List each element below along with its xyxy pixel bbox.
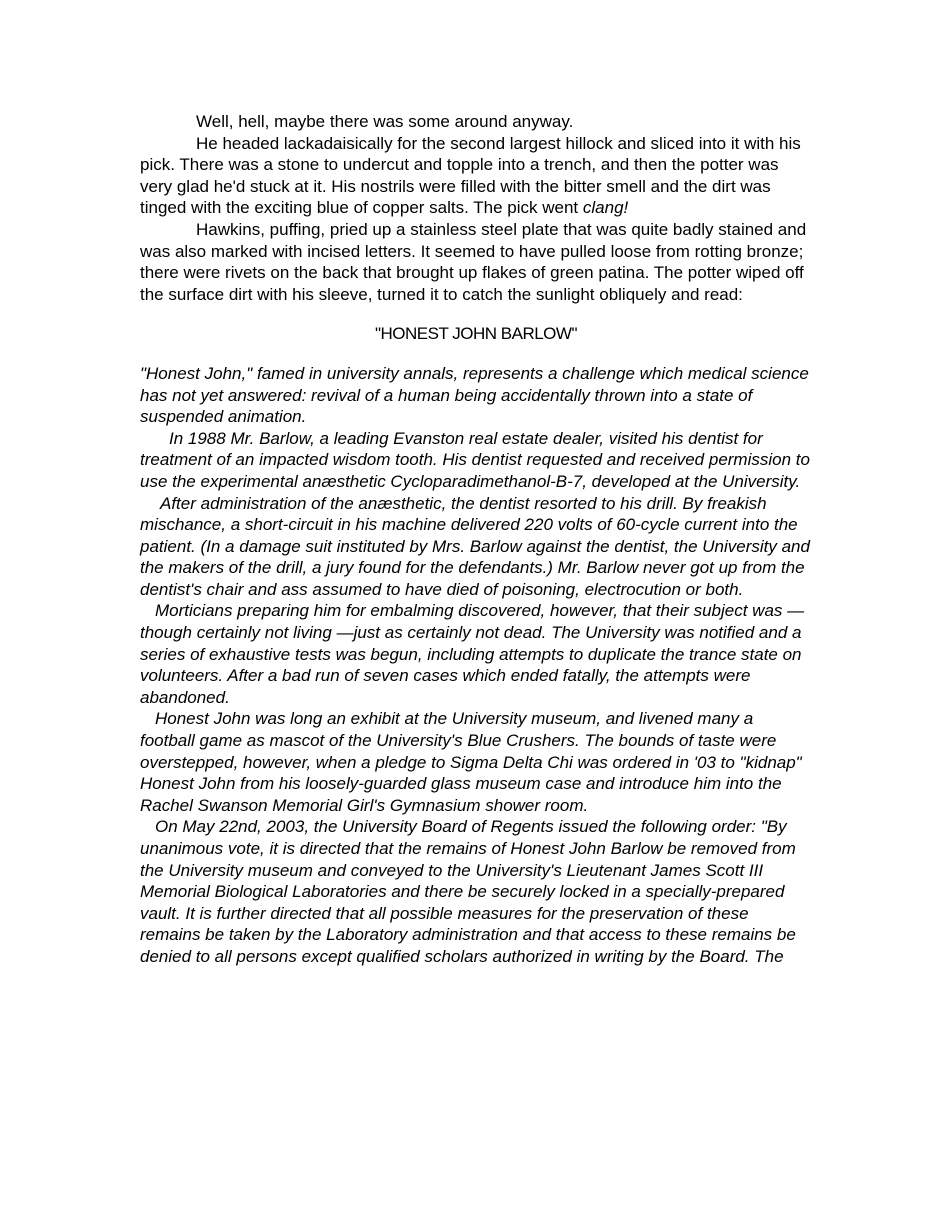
plaque-paragraph-4: Morticians preparing him for embalming discovered, however, that their subject was —though certainly not living —just as certainly not dead. The University was notified and a series of exhaustive tests was begun, including attempts to duplicate the trance state on volunteers. After a bad run of seven cases which ended fatally, the attempts were abandoned. bbox=[140, 601, 805, 707]
plaque-paragraph-2: In 1988 Mr. Barlow, a leading Evanston real estate dealer, visited his dentist for treatment of an impacted wisdom tooth. His dentist requested and received permission to use the experimental anæsthetic Cycloparadimethanol-B-7, developed at the University. bbox=[140, 428, 810, 491]
plaque-title: "HONEST JOHN BARLOW" bbox=[374, 324, 577, 344]
plaque-paragraph-3: After administration of the anæsthetic, the dentist resorted to his drill. By freakish mischance, a short-circuit in his machine delivered 220 volts of 60-cycle current into the patient. (In a damage suit instituted by Mrs. Barlow against the dentist, the University and the makers of the drill, a jury found for the defendants.) Mr. Barlow never got up from the dentist's chair and ass assumed to have died of poisoning, electrocution or both. bbox=[140, 493, 810, 599]
story-paragraph-2-text: He headed lackadaisically for the second largest hillock and sliced into it with his pick. There was a stone to undercut and topple into a trench, and then the potter was very glad he'd stuck at it. His nostrils were filled with the bitter smell and the dirt was tinged with the exciting blue of copper salts. The pick went bbox=[140, 133, 801, 218]
plaque-paragraph-1: "Honest John," famed in university annals, represents a challenge which medical science has not yet answered: revival of a human being accidentally thrown into a state of suspended animation. bbox=[140, 363, 809, 427]
story-paragraph-3: Hawkins, puffing, pried up a stainless steel plate that was quite badly stained and was also marked with incised letters. It seemed to have pulled loose from rotting bronze; there were rivets on the back that brought up flakes of green patina. The potter wiped off the surface dirt with his sleeve, turned it to catch the sunlight obliquely and read: bbox=[140, 219, 807, 304]
plaque-paragraph-5: Honest John was long an exhibit at the University museum, and livened many a football game as mascot of the University's Blue Crushers. The bounds of taste were overstepped, however, when a pledge to Sigma Delta Chi was ordered in '03 to "kidnap" Honest John from his loosely-guarded glass museum case and introduce him into the Rachel Swanson Memorial Girl's Gymnasium shower room. bbox=[140, 709, 802, 815]
document-page bbox=[140, 111, 812, 968]
story-paragraph-1: Well, hell, maybe there was some around anyway. bbox=[196, 112, 574, 131]
plaque-paragraph-6: On May 22nd, 2003, the University Board of Regents issued the following order: "By unanimous vote, it is directed that the remains of Honest John Barlow be removed from the University museum and conveyed to the University's Lieutenant James Scott III Memorial Biological Laboratories and there be securely locked in a specially-prepared vault. It is further directed that all possible measures for the preservation of these remains be taken by the Laboratory administration and that access to these remains be denied to all persons except qualified scholars authorized in writing by the Board. The bbox=[140, 817, 796, 966]
story-paragraph-2 bbox=[140, 133, 812, 219]
story-paragraph-2-emphasis: clang! bbox=[582, 198, 629, 218]
